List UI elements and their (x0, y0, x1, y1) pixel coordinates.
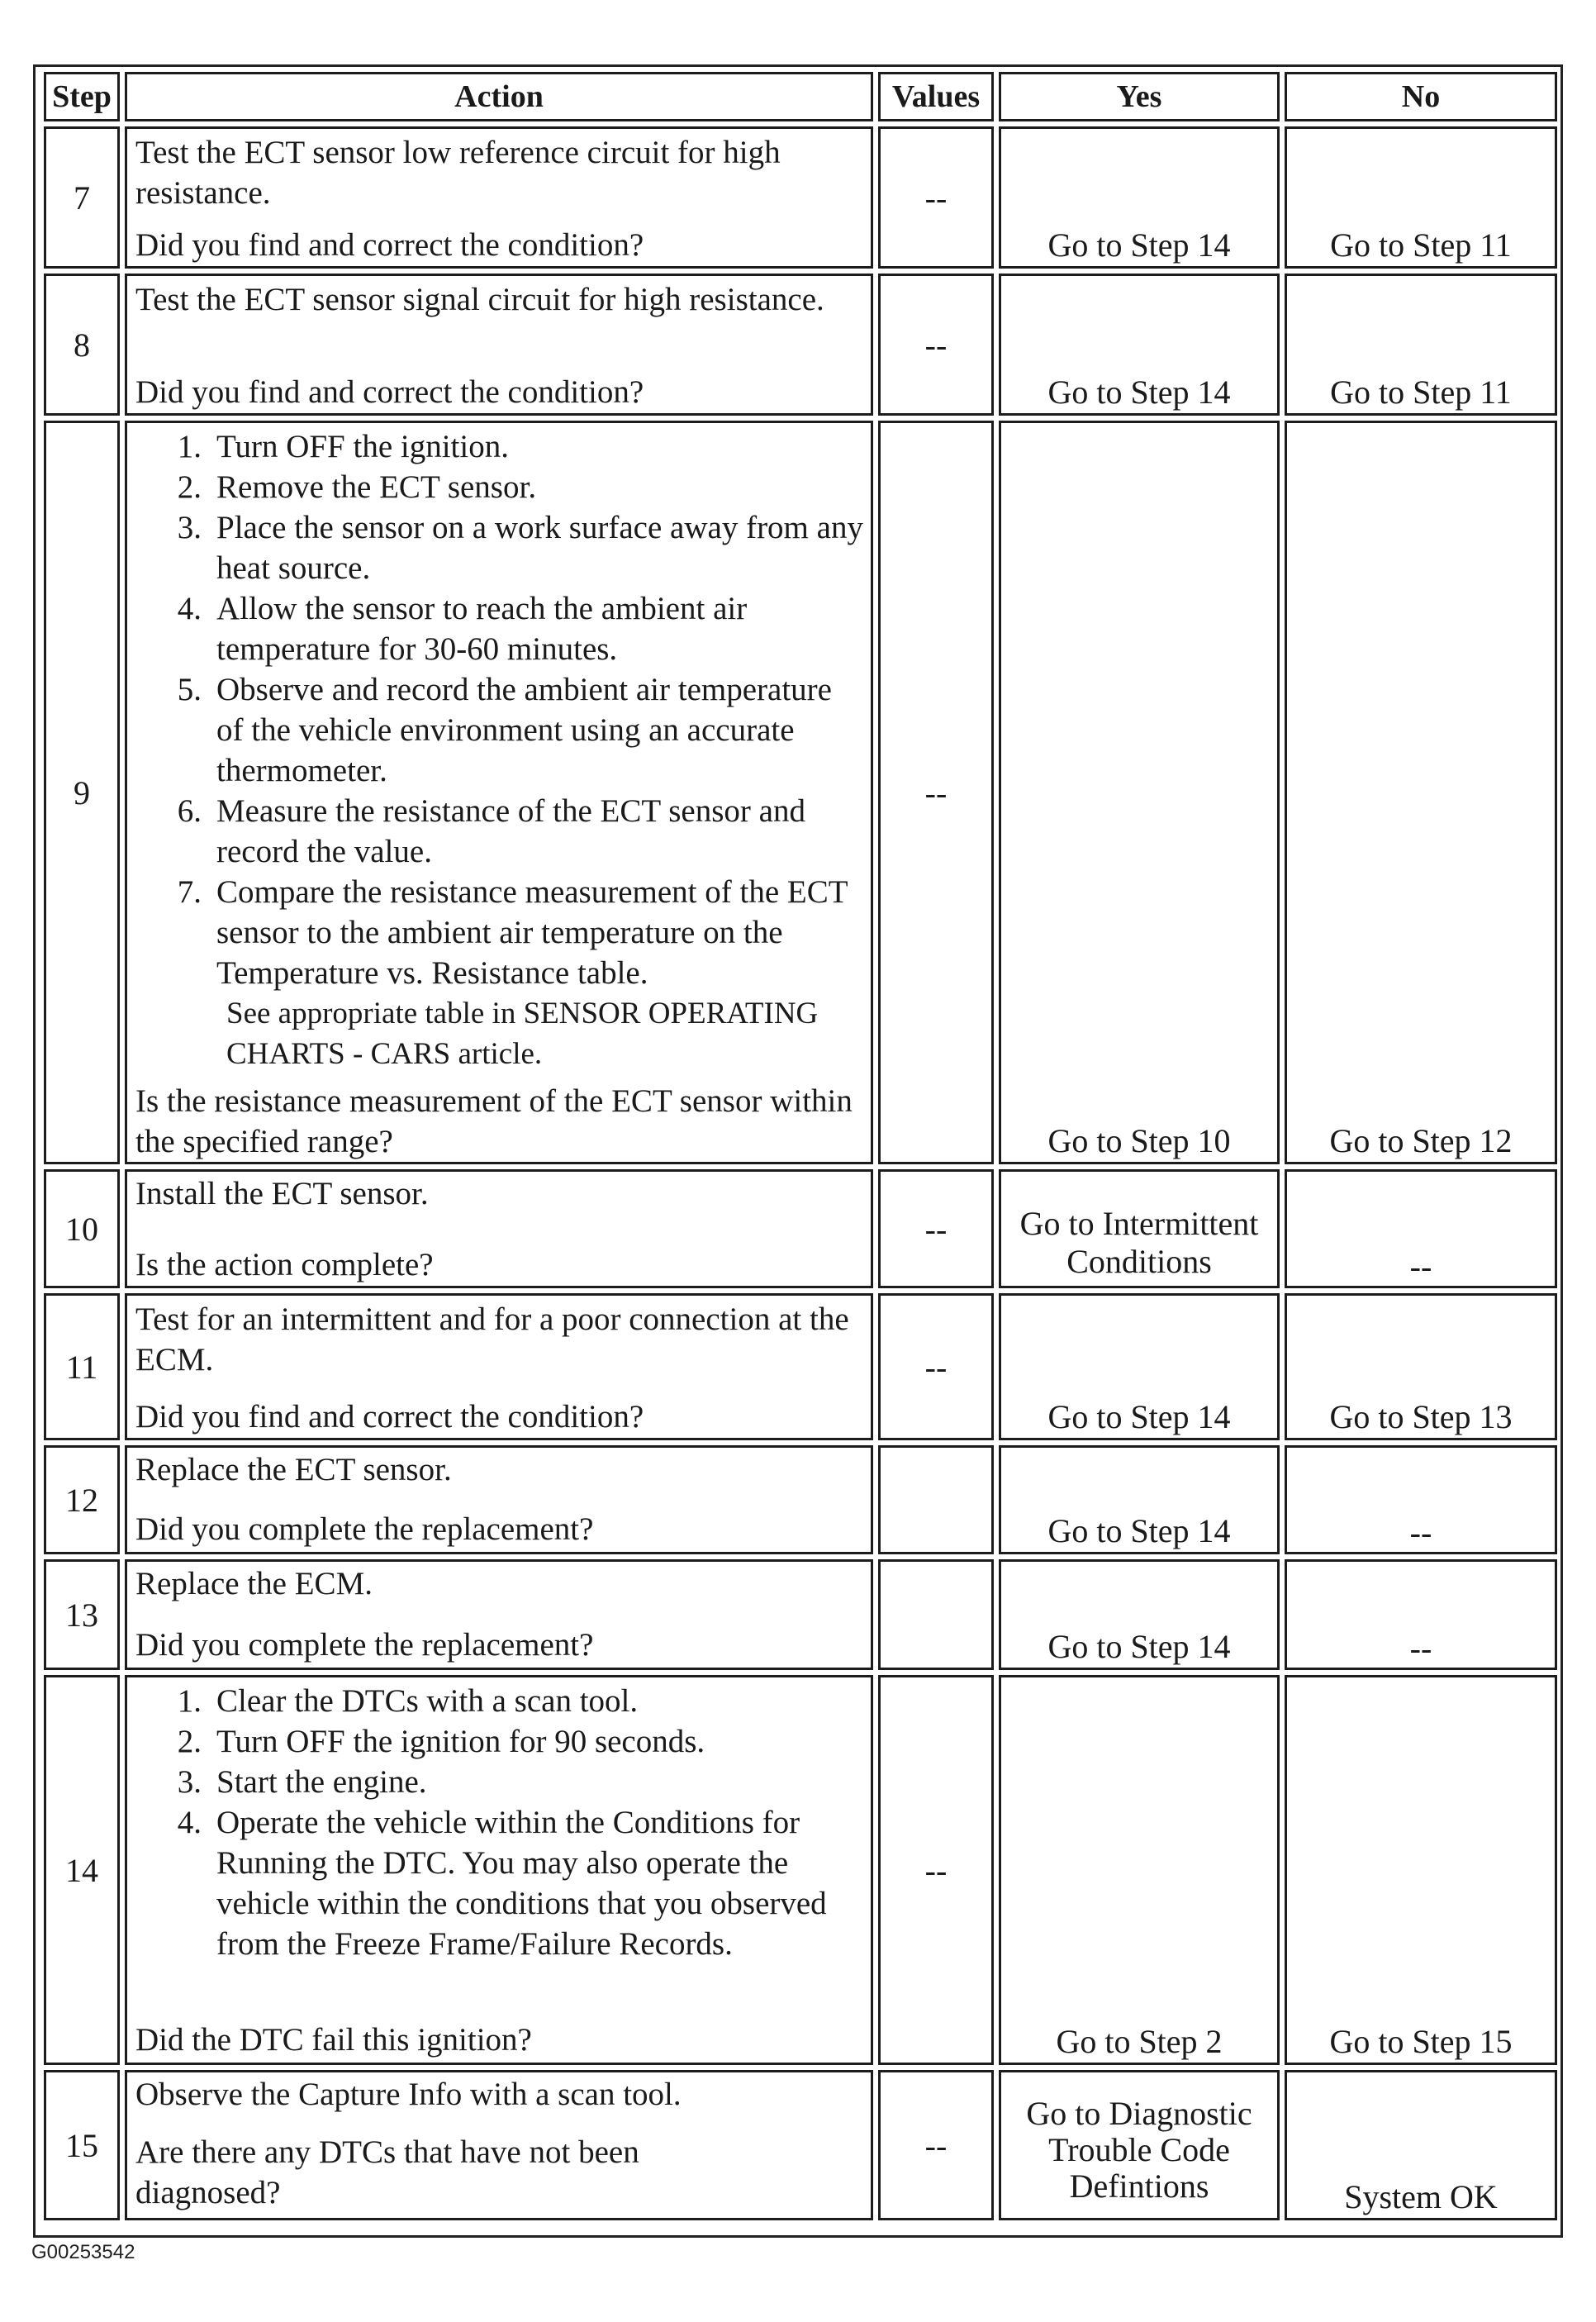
header-step: Step (44, 72, 120, 121)
procedure-list (127, 1681, 864, 1964)
action-cell (125, 421, 873, 1164)
step-number: 12 (44, 1445, 120, 1554)
yes-cell (999, 1559, 1280, 1670)
yes-cell (999, 274, 1280, 416)
values-cell: -- (878, 1293, 994, 1440)
action-cell (125, 1293, 873, 1440)
no-link[interactable]: Go to Step 11 (1330, 226, 1512, 264)
values-cell: -- (878, 274, 994, 416)
procedure-step-text: Allow the sensor to reach the ambient air temperature for 30-60 minutes. (216, 591, 748, 667)
action-text: Test the ECT sensor low reference circuit for high resistance. (135, 135, 781, 211)
no-cell (1285, 2070, 1557, 2220)
yes-link[interactable]: Go to Step 14 (1047, 1512, 1231, 1549)
action-question: Did you find and correct the condition? (135, 374, 644, 410)
yes-link[interactable]: Go to Step 2 (1056, 2023, 1223, 2060)
yes-cell (999, 1293, 1280, 1440)
procedure-step (127, 588, 864, 669)
procedure-step-number: 4. (177, 1805, 202, 1840)
step-number: 8 (44, 274, 120, 416)
values-cell: -- (878, 126, 994, 269)
action-text: Replace the ECM. (135, 1566, 373, 1601)
header-no: No (1285, 72, 1557, 121)
yes-cell (999, 1169, 1280, 1288)
action-text: Test the ECT sensor signal circuit for high resistance. (135, 282, 824, 317)
procedure-step-number: 3. (177, 1764, 202, 1800)
procedure-step-text: Turn OFF the ignition for 90 seconds. (216, 1724, 705, 1759)
procedure-step (127, 1802, 864, 1964)
action-text: Test for an intermittent and for a poor connection at the ECM. (135, 1301, 849, 1377)
procedure-step (127, 1721, 864, 1762)
action-text: Observe the Capture Info with a scan tool. (135, 2077, 682, 2112)
procedure-step (127, 426, 864, 467)
procedure-step-text: Observe and record the ambient air temperature of the vehicle environment using an accurate thermometer. (216, 672, 832, 788)
procedure-step-text: Turn OFF the ignition. (216, 429, 509, 464)
no-value: -- (1409, 1630, 1432, 1667)
no-cell (1285, 274, 1557, 416)
procedure-step-number: 6. (177, 793, 202, 829)
action-cell (125, 126, 873, 269)
action-cell (125, 2070, 873, 2220)
step-number: 15 (44, 2070, 120, 2220)
no-value: -- (1409, 1514, 1432, 1551)
step-number: 9 (44, 421, 120, 1164)
no-cell (1285, 421, 1557, 1164)
no-cell (1285, 1559, 1557, 1670)
procedure-step-number: 3. (177, 510, 202, 545)
procedure-step (127, 467, 864, 507)
values-cell: -- (878, 1169, 994, 1288)
procedure-step-text: Remove the ECT sensor. (216, 469, 537, 505)
procedure-step-number: 4. (177, 591, 202, 626)
no-link[interactable]: Go to Step 11 (1330, 374, 1512, 411)
no-value: -- (1409, 1248, 1432, 1285)
action-text: Replace the ECT sensor. (135, 1452, 452, 1487)
no-cell (1285, 1293, 1557, 1440)
step-number: 11 (44, 1293, 120, 1440)
procedure-step (127, 669, 864, 791)
action-question: Are there any DTCs that have not been diagnosed? (135, 2134, 639, 2210)
action-cell (125, 1675, 873, 2065)
no-cell (1285, 1169, 1557, 1288)
action-question: Is the resistance measurement of the ECT sensor within the specified range? (135, 1083, 853, 1159)
no-link[interactable]: Go to Step 12 (1329, 1122, 1513, 1159)
no-cell (1285, 126, 1557, 269)
procedure-step-number: 1. (177, 429, 202, 464)
yes-cell (999, 421, 1280, 1164)
procedure-step-number: 2. (177, 469, 202, 505)
action-cell (125, 274, 873, 416)
yes-link[interactable]: Go to Step 14 (1047, 374, 1231, 411)
action-cell (125, 1445, 873, 1554)
header-values: Values (878, 72, 994, 121)
diagnostic-table (33, 64, 1563, 2238)
yes-link[interactable]: Go to Step 14 (1047, 226, 1231, 264)
step-number: 10 (44, 1169, 120, 1288)
yes-link[interactable]: Go to Step 10 (1047, 1122, 1231, 1159)
action-question: Did the DTC fail this ignition? (135, 2022, 532, 2058)
procedure-step-number: 7. (177, 874, 202, 910)
action-question: Is the action complete? (135, 1247, 434, 1282)
procedure-step-text: Operate the vehicle within the Conditions for Running the DTC. You may also operate the vehicle within the conditions that you observed from the Freeze Frame/Failure Records. (216, 1805, 827, 1962)
procedure-step (127, 872, 864, 993)
procedure-step-number: 2. (177, 1724, 202, 1759)
action-question: Did you find and correct the condition? (135, 227, 644, 263)
procedure-step-number: 5. (177, 672, 202, 707)
header-action: Action (125, 72, 873, 121)
step-number: 7 (44, 126, 120, 269)
values-cell (878, 1559, 994, 1670)
action-question: Did you complete the replacement? (135, 1627, 594, 1663)
procedure-step-text: Start the engine. (216, 1764, 427, 1800)
yes-link[interactable]: Go to Step 14 (1047, 1628, 1231, 1665)
procedure-step-text: Clear the DTCs with a scan tool. (216, 1683, 639, 1719)
figure-id: G00253542 (31, 2241, 135, 2263)
procedure-note: See appropriate table in SENSOR OPERATING CHARTS - CARS article. (226, 997, 819, 1071)
procedure-step-text: Compare the resistance measurement of the ECT sensor to the ambient air temperature on the Temperature vs. Resistance table. (216, 874, 848, 991)
action-cell (125, 1559, 873, 1670)
values-cell: -- (878, 421, 994, 1164)
no-link[interactable]: Go to Step 13 (1329, 1398, 1513, 1435)
yes-cell (999, 126, 1280, 269)
action-question: Did you find and correct the condition? (135, 1399, 644, 1435)
procedure-step-number: 1. (177, 1683, 202, 1719)
no-link[interactable]: Go to Step 15 (1329, 2023, 1513, 2060)
values-cell: -- (878, 2070, 994, 2220)
no-cell (1285, 1445, 1557, 1554)
yes-link[interactable]: Go to Diagnostic Trouble Code Defintions (1026, 2095, 1252, 2205)
procedure-step (127, 1681, 864, 1721)
values-cell (878, 1445, 994, 1554)
header-yes: Yes (999, 72, 1280, 121)
yes-link[interactable]: Go to Step 14 (1047, 1398, 1231, 1435)
action-text: Install the ECT sensor. (135, 1176, 429, 1211)
no-value: System OK (1344, 2178, 1498, 2215)
yes-link[interactable]: Go to Intermittent Conditions (1019, 1205, 1259, 1280)
action-cell (125, 1169, 873, 1288)
no-cell (1285, 1675, 1557, 2065)
yes-cell (999, 1445, 1280, 1554)
procedure-step (127, 791, 864, 872)
yes-cell (999, 2070, 1280, 2220)
action-question: Did you complete the replacement? (135, 1511, 594, 1547)
procedure-step-text: Measure the resistance of the ECT sensor and record the value. (216, 793, 805, 869)
yes-cell (999, 1675, 1280, 2065)
step-number: 13 (44, 1559, 120, 1670)
procedure-step (127, 507, 864, 588)
procedure-step-text: Place the sensor on a work surface away from any heat source. (216, 510, 863, 586)
procedure-list (127, 426, 864, 1074)
values-cell: -- (878, 1675, 994, 2065)
procedure-step (127, 1762, 864, 1802)
step-number: 14 (44, 1675, 120, 2065)
